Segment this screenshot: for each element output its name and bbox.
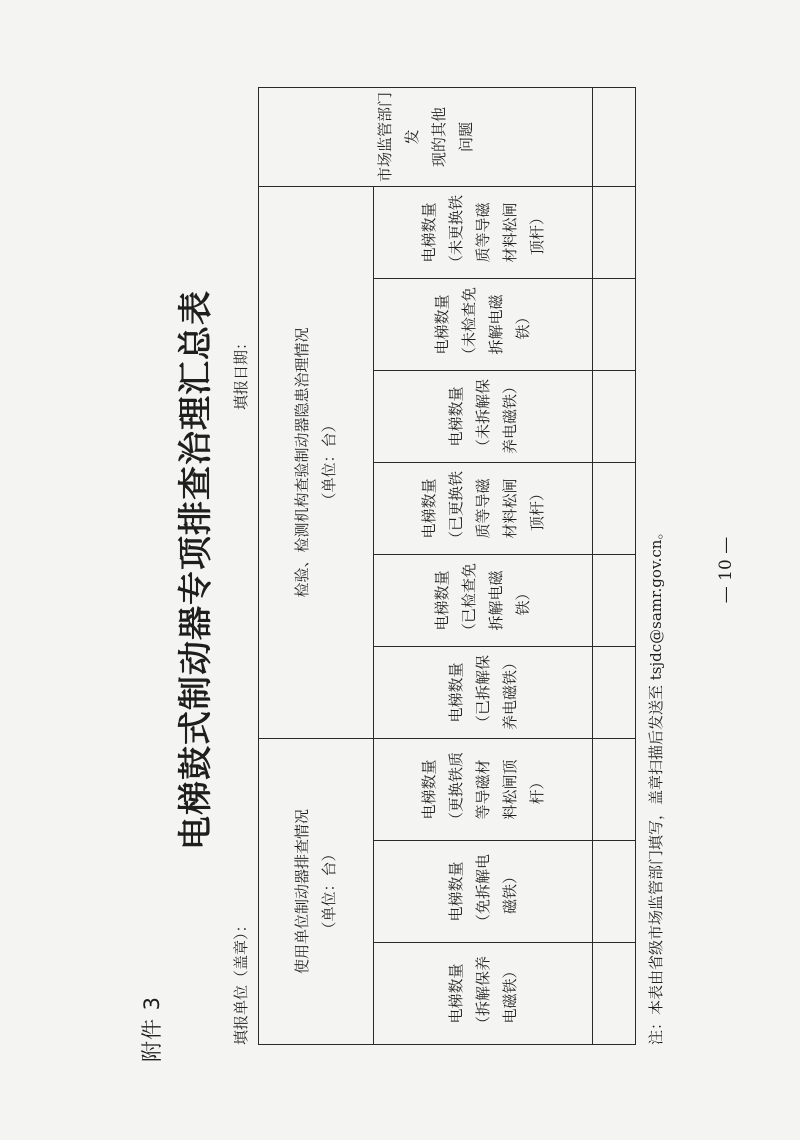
cell-line: （拆解保养 — [473, 956, 492, 1032]
inspect-col-3-header — [374, 463, 593, 555]
cell-line: （已检查免 — [460, 563, 478, 639]
cell-line: （已拆解保 — [473, 655, 492, 731]
cell-line: 质等导磁 — [473, 202, 492, 263]
cell-line: 材料松闸 — [500, 202, 519, 263]
cell-line: （已更换铁 — [446, 471, 465, 547]
data-cell-inspect-4[interactable] — [593, 371, 636, 463]
group-use-line2: （单位：台） — [320, 846, 338, 937]
cell-line: 拆解电磁 — [487, 294, 505, 355]
annex-label: 附件 3 — [140, 995, 164, 1062]
market-line3: 问题 — [456, 121, 475, 152]
use-col-3-header — [374, 739, 593, 841]
cell-line: 电梯数量 — [433, 294, 451, 355]
data-cell-use-1[interactable] — [593, 943, 636, 1045]
market-supervision-header — [259, 87, 593, 186]
cell-line: 磁铁） — [500, 869, 519, 915]
cell-line: 材料松闸 — [500, 478, 519, 539]
cell-line: 质等导磁 — [473, 478, 492, 539]
fill-unit-label: 填报单位（盖章）： — [232, 917, 250, 1045]
cell-line: 电磁铁） — [500, 963, 519, 1024]
cell-line: 电梯数量 — [446, 861, 465, 922]
data-cell-market[interactable] — [593, 87, 636, 186]
footnote: 注：本表由省级市场监管部门填写，盖章扫描后发送至 tsjdc@samr.gov.cn。 — [647, 524, 665, 1045]
table-row — [593, 87, 636, 1044]
cell-line: 电梯数量 — [433, 570, 451, 631]
market-line2: 现的其他 — [429, 106, 448, 167]
cell-line: 铁） — [514, 309, 532, 340]
data-cell-inspect-2[interactable] — [593, 555, 636, 647]
cell-line: 杆） — [527, 774, 546, 805]
cell-line: 养电磁铁） — [500, 379, 519, 455]
summary-table — [258, 87, 636, 1045]
page-title: 电梯鼓式制动器专项排查治理汇总表 — [176, 290, 216, 850]
cell-line: 电梯数量 — [419, 202, 438, 263]
cell-line: 等导磁材 — [473, 759, 492, 820]
use-col-2-header — [374, 841, 593, 943]
inspect-col-2-header — [374, 555, 593, 647]
inspect-col-1-header — [374, 647, 593, 739]
data-cell-use-2[interactable] — [593, 841, 636, 943]
cell-line: （未更换铁 — [446, 194, 465, 270]
cell-line: （未检查免 — [460, 287, 478, 363]
group-use-line1: 使用单位制动器排查情况 — [293, 809, 311, 975]
cell-line: （更换铁质 — [446, 752, 465, 828]
use-col-1-header — [374, 943, 593, 1045]
market-line1: 市场监管部门发 — [375, 91, 421, 182]
data-cell-inspect-3[interactable] — [593, 463, 636, 555]
cell-line: 电梯数量 — [446, 963, 465, 1024]
group-inspect-line1: 检验、检测机构查验制动器隐患治理情况 — [293, 327, 311, 598]
group-header-use-unit — [259, 739, 374, 1045]
group-inspect-line2: （单位：台） — [320, 417, 338, 508]
cell-line: 料松闸顶 — [500, 759, 519, 820]
cell-line: 电梯数量 — [419, 478, 438, 539]
inspect-col-6-header — [374, 186, 593, 278]
cell-line: 电梯数量 — [446, 386, 465, 447]
group-header-inspection — [259, 186, 374, 738]
fill-date-label: 填报日期： — [232, 334, 250, 410]
cell-line: 拆解电磁 — [487, 570, 505, 631]
inspect-col-4-header — [374, 371, 593, 463]
data-cell-inspect-5[interactable] — [593, 279, 636, 371]
cell-line: 养电磁铁） — [500, 655, 519, 731]
cell-line: 电梯数量 — [419, 759, 438, 820]
cell-line: 顶杆） — [527, 209, 546, 255]
data-cell-use-3[interactable] — [593, 739, 636, 841]
cell-line: 顶杆） — [527, 486, 546, 532]
cell-line: （免拆解电 — [473, 854, 492, 930]
cell-line: 铁） — [514, 585, 532, 616]
data-cell-inspect-6[interactable] — [593, 186, 636, 278]
inspect-col-5-header — [374, 279, 593, 371]
cell-line: 电梯数量 — [446, 662, 465, 723]
data-cell-inspect-1[interactable] — [593, 647, 636, 739]
page-number: — 10 — — [716, 536, 736, 604]
cell-line: （未拆解保 — [473, 379, 492, 455]
